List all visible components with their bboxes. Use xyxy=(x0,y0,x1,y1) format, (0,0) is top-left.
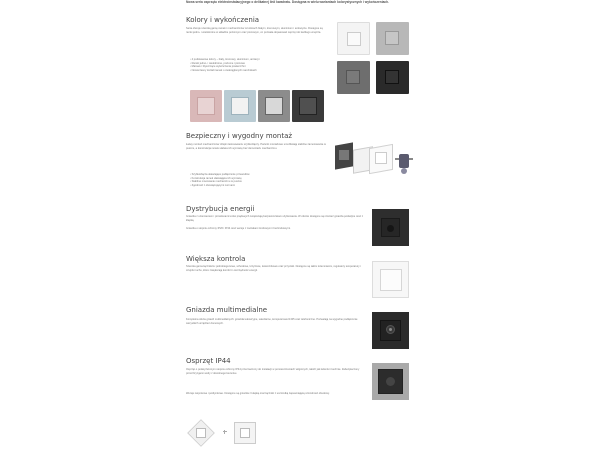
socket-black-image xyxy=(372,209,409,246)
switch-steel xyxy=(258,90,290,122)
mount-text: Łatwy montaż mechanizmów dzięki zastosowaniu szybkozłączy. Pazurki montażowe umożliwiają stabilne zamocowanie w puszce, a konstrukcja ramek ułatwia ich wymianę bez demontażu mechanizmu. xyxy=(186,143,326,150)
frame-assembly-illustration xyxy=(188,418,268,448)
energy-text: Gniazda z uziemieniem i przesłonami torów prądowych zwiększają bezpieczeństwo użytkowania. W ofercie dostępne są również gniazda podwójne oraz z klapką. xyxy=(186,215,364,222)
swatch-white xyxy=(337,22,370,55)
list-item: • Szybkozłącza ułatwiające podłączenie przewodów xyxy=(190,173,325,177)
switch-white-image xyxy=(372,261,409,298)
multimedia-heading: Gniazda multimedialne xyxy=(186,306,268,314)
colors-text: Seria oferuje szeroką gamę ramek i mechanizmów w kolorach białym, kremowym, aluminium i antracycie. Dostępne są ramki jedno- i wielokrotne w układzie poziomym oraz pionowym, co pozwala dopasować osprzęt do każdego wnętrza. xyxy=(186,27,323,34)
ip44-text: Osprzęt o podwyższonym stopniu ochrony IP44 przeznaczony do instalacji w pomieszczeniach wilgotnych, takich jak łazienki i kuchnie. Zabezpieczony przed bryzgami wody z dowolnego kierunku. xyxy=(186,368,360,375)
switch-pink xyxy=(190,90,222,122)
ip44-text-2: Wersje natynkowe i podtynkowe. Dostępne są gniazda z klapką oraz łączniki z uszczelką zapewniającą szczelność obudowy. xyxy=(186,392,330,395)
exploded-view-illustration xyxy=(335,138,415,188)
control-text: Szeroka gama łączników: jednobiegunowe, schodowe, krzyżowe, świecznikowe oraz przyciski. Dostępne są także ściemniacze, regulatory temperatury i czujniki ruchu, które zwiększają komfort i oszczędność energii. xyxy=(186,265,361,272)
multimedia-text: Kompletna oferta gniazd multimedialnych: gniazda telewizyjne, satelitarne, komputerowe RJ45 oraz telefoniczne. Pozwalają na wygodne podłączenie wszystkich urządzeń domowych. xyxy=(186,318,358,325)
swatch-silver xyxy=(376,22,409,55)
intro-text: Nowa seria osprzętu elektroinstalacyjnego o delikatnej linii kwadratu. Dostępna w wielu wariantach kolorystycznych i wykończeniach. xyxy=(186,0,389,4)
list-item: • Stabilne mocowanie mechanizmu w puszce xyxy=(190,180,325,184)
swatch-black xyxy=(376,61,409,94)
colors-bullets xyxy=(190,58,325,72)
energy-text-2: Gniazda o stopniu ochrony IP20 i IP44 oraz wersje z zaciskami śrubowymi i bezśrubowymi. xyxy=(186,227,291,230)
control-heading: Większa kontrola xyxy=(186,255,246,263)
mount-bullets xyxy=(190,173,325,187)
colors-heading: Kolory i wykończenia xyxy=(186,16,260,24)
list-item: • Konstrukcja ramek ułatwiająca ich wymianę xyxy=(190,177,325,181)
list-item: • Nowoczesny kształt ramek o zaokrąglonych narożnikach xyxy=(190,69,325,73)
switch-blue xyxy=(224,90,256,122)
list-item: • Zgodność z obowiązującymi normami xyxy=(190,184,325,188)
list-item: • Ramki jedno- i wielokrotne, poziome i pionowe xyxy=(190,62,325,66)
list-item: • 4 podstawowe kolory – biały, kremowy, aluminium, antracyt xyxy=(190,58,325,62)
energy-heading: Dystrybucja energii xyxy=(186,205,255,213)
swatch-graphite xyxy=(337,61,370,94)
multimedia-socket-image xyxy=(372,312,409,349)
ip44-socket-image xyxy=(372,363,409,400)
mount-heading: Bezpieczny i wygodny montaż xyxy=(186,132,293,140)
switch-dark xyxy=(292,90,324,122)
ip44-heading: Osprzęt IP44 xyxy=(186,357,231,365)
list-item: • Matowe i błyszczące wykończenia powierzchni xyxy=(190,65,325,69)
